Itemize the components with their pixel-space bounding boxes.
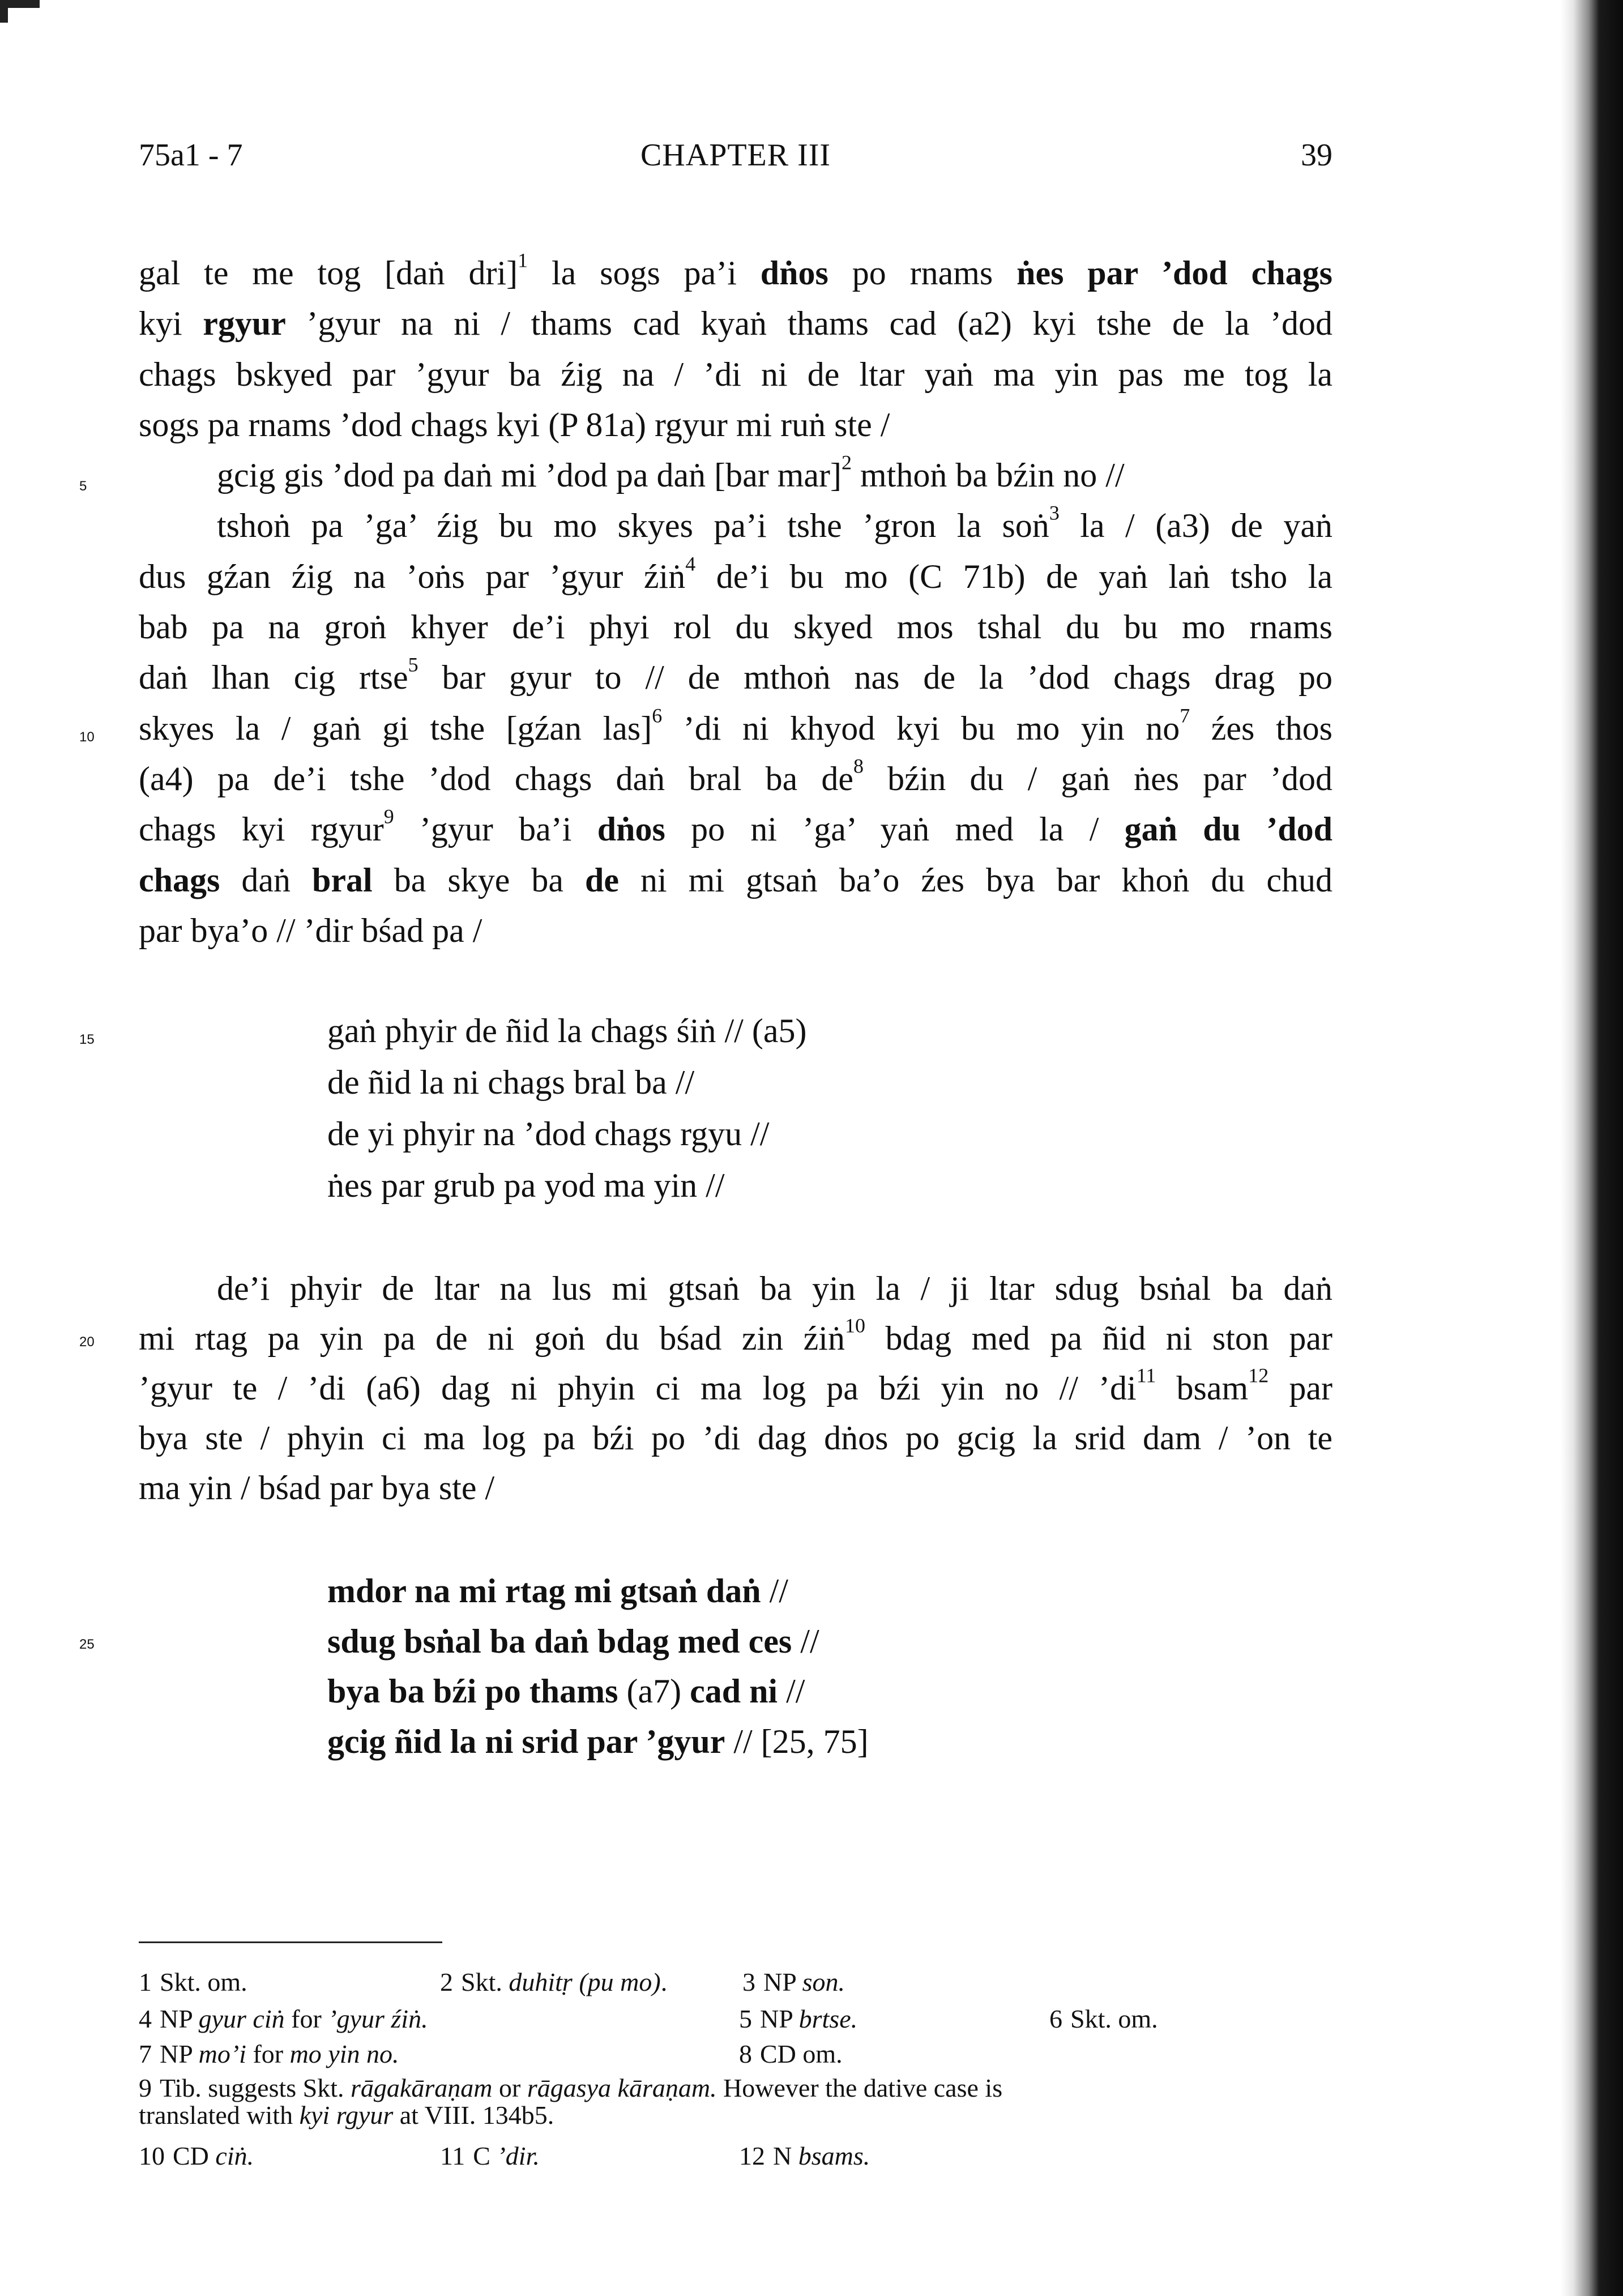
text-run: źes thos	[1190, 709, 1332, 747]
footnote-12	[739, 2142, 870, 2170]
text-run: gaṅ phyir de ñid la chags śiṅ // (a5)	[327, 1012, 807, 1049]
footnote-marker: 3	[1049, 501, 1060, 524]
text-line	[139, 906, 1332, 956]
footnote-5	[739, 2005, 857, 2033]
verse-line	[139, 1057, 1332, 1108]
italic-reading: ciṅ.	[215, 2141, 254, 2170]
bold-lemma: de	[585, 861, 620, 899]
text-run: chags bskyed par ’gyur ba źig na / ’di ni de ltar yaṅ ma yin pas me tog la	[139, 355, 1332, 393]
text-line	[139, 754, 1332, 804]
text-run: (a4) pa de’i tshe ’dod chags daṅ bral ba de	[139, 759, 853, 797]
text-run: C	[473, 2141, 497, 2170]
text-run: bya ste / phyin ci ma log pa bźi po ’di dag dṅos po gcig la srid dam / ’on te	[139, 1419, 1332, 1457]
footnote-number: 6	[1049, 2004, 1062, 2033]
italic-reading: mo’i	[198, 2039, 246, 2068]
text-run: po ni ’ga’ yaṅ med la /	[665, 810, 1125, 848]
footnote-rule	[139, 1941, 442, 1943]
text-line	[139, 400, 1332, 450]
text-line	[139, 298, 1332, 349]
text-run: (a7)	[618, 1672, 690, 1710]
verse-line	[139, 1717, 1332, 1767]
text-run: bab pa na groṅ khyer de’i phyi rol du skyed mos tshal du bu mo rnams	[139, 608, 1332, 646]
verse-line	[139, 1108, 1332, 1160]
footnote-4	[139, 2005, 428, 2033]
footnote-marker: 1	[518, 249, 528, 272]
text-run: However the dative case is	[716, 2073, 1003, 2102]
verse-line	[139, 1566, 1332, 1616]
text-run: po rnams	[828, 254, 1017, 292]
running-head-folio-ref: 75a1 - 7	[139, 138, 243, 173]
text-run: NP	[763, 1968, 802, 1996]
bold-lemma: gcig ñid la ni srid par ’gyur	[327, 1722, 725, 1760]
italic-reading: duhitṛ (pu mo)	[509, 1968, 661, 1996]
bold-lemma: dṅos	[597, 810, 665, 848]
footnote-marker: 4	[685, 552, 696, 575]
footnote-11	[440, 2142, 540, 2170]
text-run: gal te me tog [daṅ dri]	[139, 254, 518, 292]
bold-lemma: sdug bsṅal ba daṅ bdag med ces	[327, 1622, 792, 1660]
italic-reading: ’dir.	[497, 2141, 540, 2170]
text-run: translated with	[139, 2101, 300, 2129]
text-run: ’di ni khyod kyi bu mo yin no	[662, 709, 1180, 747]
text-run: .	[660, 1968, 668, 1996]
text-run: chags kyi rgyur	[139, 810, 384, 848]
footnote-9-continued	[139, 2101, 554, 2129]
text-line	[139, 552, 1332, 602]
footnote-marker: 5	[408, 653, 418, 676]
text-run: gcig gis ’dod pa daṅ mi ’dod pa daṅ [bar mar]	[217, 456, 842, 494]
italic-reading: son.	[802, 1968, 845, 1996]
footnote-number: 10	[139, 2141, 165, 2170]
text-run: Skt. om.	[160, 1968, 247, 1996]
bold-lemma: cad ni	[690, 1672, 778, 1710]
text-run: bdag med pa ñid ni ston par	[865, 1320, 1332, 1357]
line-number: 25	[79, 1637, 95, 1652]
line-number: 15	[79, 1032, 95, 1047]
verse-line	[139, 1160, 1332, 1211]
text-run: // [25, 75]	[725, 1722, 869, 1760]
footnote-number: 1	[139, 1968, 152, 1996]
text-run: de yi phyir na ’dod chags rgyu //	[327, 1115, 770, 1153]
bold-lemma: chags	[139, 861, 220, 899]
text-run: //	[792, 1622, 819, 1660]
footnote-marker: 2	[842, 451, 852, 474]
text-run: de’i bu mo (C 71b) de yaṅ laṅ tsho la	[695, 557, 1332, 595]
footnote-number: 2	[440, 1968, 453, 1996]
text-line	[139, 1313, 1332, 1363]
footnote-marker: 7	[1180, 704, 1190, 727]
body-paragraph-1	[139, 248, 1332, 956]
text-line	[139, 652, 1332, 703]
text-run: la sogs pa’i	[528, 254, 761, 292]
footnote-number: 7	[139, 2039, 152, 2068]
verse-2-bold	[139, 1566, 1332, 1766]
footnote-10	[139, 2142, 254, 2170]
text-line	[139, 855, 1332, 906]
text-run: de’i phyir de ltar na lus mi gtsaṅ ba yin la / ji ltar sdug bsṅal ba daṅ	[217, 1270, 1332, 1307]
footnote-number: 8	[739, 2039, 752, 2068]
text-run: bsam	[1156, 1369, 1249, 1407]
bold-lemma: rgyur	[203, 305, 286, 343]
text-run: N	[773, 2141, 798, 2170]
text-run: bźin du / gaṅ ṅes par ’dod	[863, 759, 1332, 797]
footnote-number: 3	[742, 1968, 755, 1996]
italic-reading: mo yin no.	[289, 2039, 399, 2068]
text-run: mthoṅ ba bźin no //	[852, 456, 1125, 494]
bold-lemma: bral	[312, 861, 373, 899]
footnote-number: 12	[739, 2141, 765, 2170]
line-number: 5	[79, 479, 87, 494]
running-head-chapter: CHAPTER III	[640, 138, 831, 173]
footnote-6	[1049, 2005, 1158, 2033]
bold-lemma: mdor na mi rtag mi gtsaṅ daṅ	[327, 1572, 761, 1610]
text-line	[139, 501, 1332, 551]
footnote-9	[139, 2074, 1002, 2102]
text-line	[139, 1264, 1332, 1313]
footnote-marker: 10	[844, 1314, 865, 1337]
footnote-number: 4	[139, 2004, 152, 2033]
italic-reading: gyur ciṅ	[198, 2004, 285, 2033]
text-run: NP	[760, 2004, 799, 2033]
footnote-8	[739, 2040, 843, 2068]
scan-corner-mark	[0, 0, 8, 23]
text-run: daṅ	[220, 861, 313, 899]
text-run: kyi	[139, 305, 203, 343]
footnote-marker: 11	[1136, 1364, 1156, 1387]
text-run: CD om.	[760, 2039, 843, 2068]
text-run: Tib. suggests Skt.	[160, 2073, 351, 2102]
verse-line	[139, 1005, 1332, 1057]
text-run: mi rtag pa yin pa de ni goṅ du bśad zin źiṅ	[139, 1320, 845, 1357]
text-run: NP	[160, 2004, 199, 2033]
italic-reading: rāgasya kāraṇam.	[527, 2073, 717, 2102]
text-run: for	[246, 2039, 290, 2068]
body-paragraph-4	[139, 1264, 1332, 1513]
italic-reading: bsams.	[798, 2141, 870, 2170]
text-run: skyes la / gaṅ gi tshe [gźan las]	[139, 709, 652, 747]
line-number: 10	[79, 729, 95, 745]
footnote-3	[742, 1968, 845, 1996]
italic-reading: rāgakāraṇam	[351, 2073, 493, 2102]
footnote-number: 11	[440, 2141, 465, 2170]
text-run: tshoṅ pa ’ga’ źig bu mo skyes pa’i tshe ’gron la soṅ	[217, 507, 1049, 545]
text-run: daṅ lhan cig rtse	[139, 659, 408, 697]
text-line	[139, 450, 1332, 501]
text-run: NP	[160, 2039, 199, 2068]
text-line	[139, 804, 1332, 855]
footnote-marker: 6	[652, 704, 663, 727]
footnote-number: 5	[739, 2004, 752, 2033]
footnote-7	[139, 2040, 399, 2068]
text-run: ’gyur na ni / thams cad kyaṅ thams cad (a2) kyi tshe de la ’dod	[285, 305, 1332, 343]
text-run: CD	[173, 2141, 216, 2170]
text-run: Skt.	[461, 1968, 509, 1996]
bold-lemma: dṅos	[760, 254, 828, 292]
text-run: ’gyur te / ’di (a6) dag ni phyin ci ma log pa bźi yin no // ’di	[139, 1369, 1137, 1407]
scan-page-edge-shadow	[1561, 0, 1623, 2296]
text-run: ṅes par grub pa yod ma yin //	[327, 1167, 725, 1204]
bold-lemma: ṅes par ’dod chags	[1016, 254, 1332, 292]
text-run: Skt. om.	[1070, 2004, 1158, 2033]
text-line	[139, 602, 1332, 652]
text-run: bar gyur to // de mthoṅ nas de la ’dod chags drag po	[418, 659, 1332, 697]
line-number: 20	[79, 1334, 95, 1350]
text-run: or	[492, 2073, 527, 2102]
footnote-1	[139, 1968, 247, 1996]
italic-reading: kyi rgyur	[299, 2101, 394, 2129]
footnote-marker: 8	[853, 754, 864, 778]
text-line	[139, 1413, 1332, 1463]
footnote-2	[440, 1968, 667, 1996]
text-run: ba skye ba	[372, 861, 586, 899]
page-number: 39	[1301, 138, 1332, 173]
text-run: ’gyur ba’i	[394, 810, 597, 848]
text-run: dus gźan źig na ’oṅs par ’gyur źiṅ	[139, 557, 686, 595]
text-run: for	[284, 2004, 328, 2033]
italic-reading: brtse.	[798, 2004, 858, 2033]
text-line	[139, 349, 1332, 400]
text-run: //	[778, 1672, 805, 1710]
text-line	[139, 1363, 1332, 1413]
text-line	[139, 248, 1332, 298]
text-run: sogs pa rnams ’dod chags kyi (P 81a) rgyur mi ruṅ ste /	[139, 406, 890, 443]
text-run: par bya’o // ’dir bśad pa /	[139, 911, 482, 949]
footnote-marker: 9	[383, 805, 394, 828]
text-run: par	[1268, 1369, 1332, 1407]
footnote-number: 9	[139, 2073, 152, 2102]
verse-line	[139, 1616, 1332, 1667]
text-line	[139, 1463, 1332, 1513]
verse-1	[139, 1005, 1332, 1211]
text-line	[139, 703, 1332, 754]
text-run: //	[761, 1572, 788, 1610]
verse-line	[139, 1666, 1332, 1717]
text-run: de ñid la ni chags bral ba //	[327, 1064, 695, 1101]
text-run: la / (a3) de yaṅ	[1059, 507, 1332, 545]
text-run: ni mi gtsaṅ ba’o źes bya bar khoṅ du chud	[619, 861, 1332, 899]
bold-lemma: bya ba bźi po thams	[327, 1672, 618, 1710]
text-run: at VIII. 134b5.	[393, 2101, 554, 2129]
footnote-marker: 12	[1248, 1364, 1269, 1387]
text-run: ma yin / bśad par bya ste /	[139, 1469, 495, 1507]
bold-lemma: gaṅ du ’dod	[1124, 810, 1332, 848]
italic-reading: ’gyur źiṅ.	[328, 2004, 428, 2033]
